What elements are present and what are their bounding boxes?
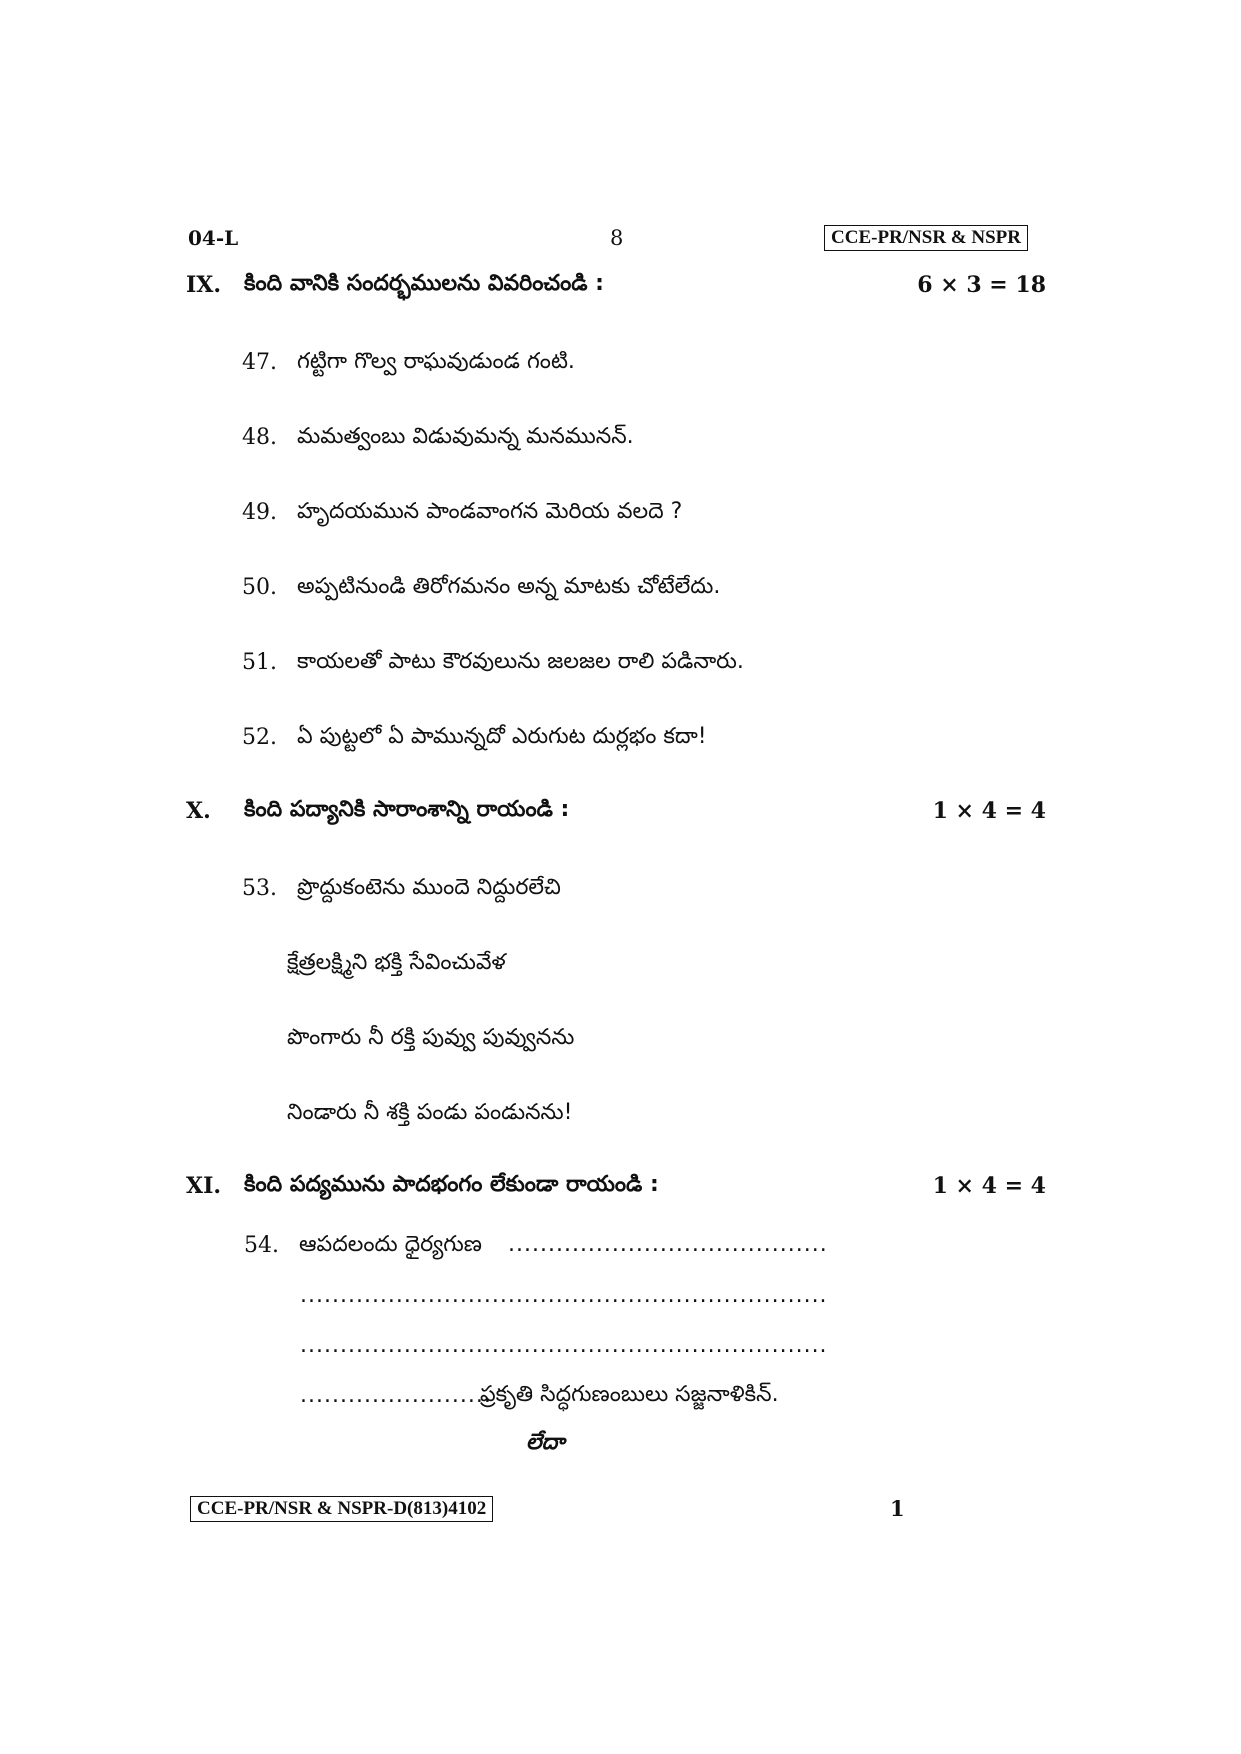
section-x-title: కింది పద్యానికి సారాంశాన్ని రాయండి : bbox=[244, 797, 570, 822]
section-x-marks: 1 × 4 = 4 bbox=[932, 798, 1046, 824]
question-number: 52. bbox=[242, 725, 277, 750]
poem-line: క్షేత్రలక్ష్మిని భక్తి సేవించువేళ bbox=[287, 950, 506, 975]
page-number: 8 bbox=[610, 226, 624, 250]
paper-code-left: 04-L bbox=[188, 226, 239, 250]
verse-closing: ప్రకృతి సిద్ధగుణంబులు సజ్జనాళికిన్. bbox=[480, 1382, 779, 1407]
or-label: లేదా bbox=[526, 1430, 565, 1455]
question-number: 48. bbox=[242, 425, 277, 450]
question-text: హృదయమున పాండవాంగన మెరియ వలదె ? bbox=[297, 499, 683, 524]
question-number: 50. bbox=[242, 575, 277, 600]
question-text: గట్టిగా గొల్వ రాఘవుడుండ గంటి. bbox=[297, 349, 575, 374]
section-xi-marks: 1 × 4 = 4 bbox=[932, 1173, 1046, 1199]
question-number: 49. bbox=[242, 500, 277, 525]
question-number: 47. bbox=[242, 350, 277, 375]
section-ix-title: కింది వానికి సందర్భములను వివరించండి : bbox=[244, 271, 604, 296]
poem-line: ప్రొద్దుకంటెను ముందె నిద్దురలేచి bbox=[297, 875, 561, 900]
section-ix-marks: 6 × 3 = 18 bbox=[917, 272, 1046, 298]
question-number: 54. bbox=[244, 1233, 279, 1258]
footer-number: 1 bbox=[890, 1496, 905, 1521]
poem-line: నిండారు నీ శక్తి పండు పండునను! bbox=[287, 1100, 573, 1125]
question-number: 53. bbox=[242, 876, 277, 901]
paper-code-right: CCE-PR/NSR & NSPR bbox=[824, 225, 1028, 251]
question-text: ఏ పుట్టలో ఏ పామున్నదో ఎరుగుట దుర్లభం కదా! bbox=[297, 724, 707, 749]
section-x-number: X. bbox=[186, 798, 211, 824]
fill-blank-dots: ........................................ bbox=[508, 1232, 828, 1257]
verse-opening: ఆపదలందు ధైర్యగుణ bbox=[299, 1232, 482, 1257]
fill-blank-dots: ........................ bbox=[300, 1383, 492, 1408]
question-text: మమత్వంబు విడువుమన్న మనమునన్. bbox=[297, 424, 634, 449]
question-text: కాయలతో పాటు కౌరవులును జలజల రాలి పడినారు. bbox=[297, 649, 744, 674]
section-xi-number: XI. bbox=[186, 1173, 222, 1199]
section-ix-number: IX. bbox=[186, 272, 222, 298]
question-number: 51. bbox=[242, 650, 277, 675]
poem-line: పొంగారు నీ రక్తి పువ్వు పువ్వునను bbox=[287, 1025, 575, 1050]
fill-blank-dots: .................................................................. bbox=[300, 1333, 828, 1358]
footer-paper-code: CCE-PR/NSR & NSPR-D(813)4102 bbox=[190, 1496, 493, 1522]
question-text: అప్పటినుండి తిరోగమనం అన్న మాటకు చోటేలేదు. bbox=[297, 574, 721, 599]
section-xi-title: కింది పద్యమును పాదభంగం లేకుండా రాయండి : bbox=[244, 1172, 659, 1197]
fill-blank-dots: .................................................................. bbox=[300, 1283, 828, 1308]
